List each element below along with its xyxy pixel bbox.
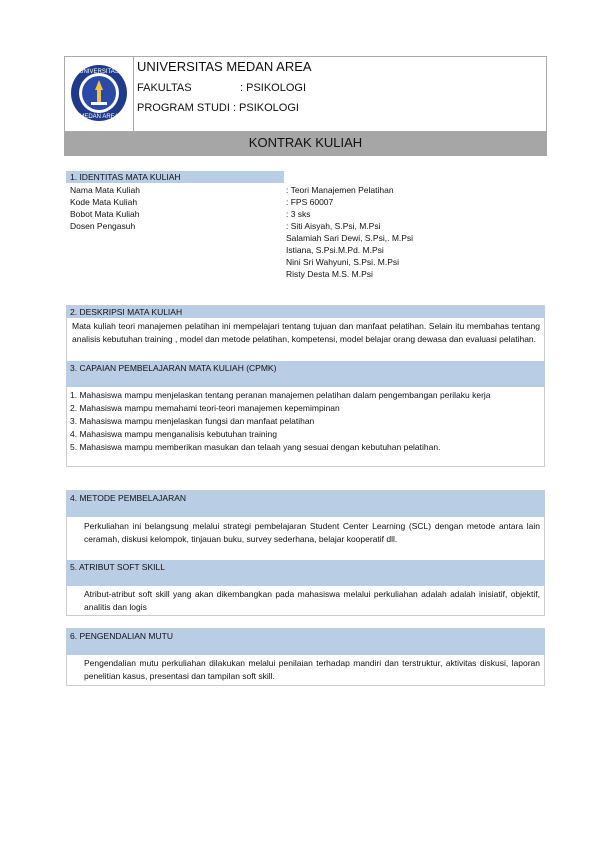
logo-cell — [64, 56, 134, 132]
section-identitas-heading: 1. IDENTITAS MATA KULIAH — [66, 171, 284, 183]
identitas-value: : Teori Manajemen Pelatihan — [286, 185, 394, 195]
lecturer-name: Salamiah Sari Dewi, S.Psi,. M.Psi — [286, 233, 414, 243]
section-cpmk-heading: 3. CAPAIAN PEMBELAJARAN MATA KULIAH (CPMK) — [66, 361, 545, 387]
identitas-row — [70, 184, 530, 196]
lecturer-name: Istiana, S.Psi.M.Pd. M.Psi — [286, 245, 384, 255]
university-name: UNIVERSITAS MEDAN AREA — [137, 59, 312, 74]
faculty-value: : PSIKOLOGI — [240, 82, 307, 94]
section-pengendalian-heading: 6. PENGENDALIAN MUTU — [66, 629, 545, 655]
list-item: 4. Mahasiswa mampu menganalisis kebutuhan training — [70, 429, 277, 439]
page-title: KONTRAK KULIAH — [64, 132, 547, 156]
identitas-label: Dosen Pengasuh — [70, 221, 136, 231]
identitas-label: Kode Mata Kuliah — [70, 197, 138, 207]
section-deskripsi-heading: 2. DESKRIPSI MATA KULIAH — [66, 306, 545, 318]
lecturer-name: Nini Sri Wahyuni, S.Psi. M.Psi — [286, 257, 400, 267]
logo-bottom-text: MEDAN AREA — [79, 114, 119, 120]
identitas-value: : Siti Aisyah, S.Psi, M.Psi — [286, 221, 381, 231]
deskripsi-text: Mata kuliah teori manajemen pelatihan ini mempelajari tentang tujuan dan manfaat pelatihan. Selain itu membahas tentang analisis kebutuhan training , model dan metode pelatihan, kompetensi, model belajar orang dewasa dan evaluasi pelatihan. — [72, 321, 540, 344]
identitas-label: Nama Mata Kuliah — [70, 185, 140, 195]
faculty-label: FAKULTAS — [137, 82, 192, 94]
pengendalian-text: Pengendalian mutu perkuliahan dilakukan melalui penilaian terhadap mandiri dan terstruktur, aktivitas diskusi, laporan penelitian kasus, presentasi dan tampilan soft skill. — [84, 658, 540, 681]
cpmk-list — [70, 389, 540, 454]
identitas-row — [70, 208, 530, 220]
identitas-row — [70, 196, 530, 208]
program-study: PROGRAM STUDI : PSIKOLOGI — [137, 102, 299, 114]
logo-top-text: UNIVERSITAS — [79, 69, 119, 75]
identitas-value: : FPS 60007 — [286, 197, 334, 207]
list-item: 2. Mahasiswa mampu memahami teori-teori manajemen kepemimpinan — [70, 403, 340, 413]
section-atribut-heading: 5. ATRIBUT SOFT SKILL — [66, 560, 545, 586]
list-item: 1. Mahasiswa mampu menjelaskan tentang peranan manajemen pelatihan dalam pengembangan perilaku kerja — [70, 390, 491, 400]
atribut-text: Atribut-atribut soft skill yang akan dikembangkan pada mahasiswa melalui perkuliahan adalah adalah inisiatif, objektif, analitis dan logis — [84, 589, 540, 612]
identitas-table — [70, 184, 530, 280]
university-logo-icon — [70, 64, 128, 122]
metode-text: Perkuliahan ini belangsung melalui strategi pembelajaran Student Center Learning (SCL) dengan metode antara lain ceramah, diskusi kelompok, tinjauan buku, survey sederhana, belajar kooperatif dll. — [84, 521, 540, 544]
identitas-label: Bobot Mata Kuliah — [70, 209, 140, 219]
list-item: 5. Mahasiswa mampu memberikan masukan dan telaah yang sesuai dengan kebutuhan pelatihan. — [70, 442, 441, 452]
identitas-row — [70, 220, 530, 232]
list-item: 3. Mahasiswa mampu menjelaskan fungsi dan manfaat pelatihan — [70, 416, 315, 426]
identitas-value: : 3 sks — [286, 209, 311, 219]
lecturer-name: Risty Desta M.S. M.Psi — [286, 269, 373, 279]
section-metode-heading: 4. METODE PEMBELAJARAN — [66, 491, 545, 517]
